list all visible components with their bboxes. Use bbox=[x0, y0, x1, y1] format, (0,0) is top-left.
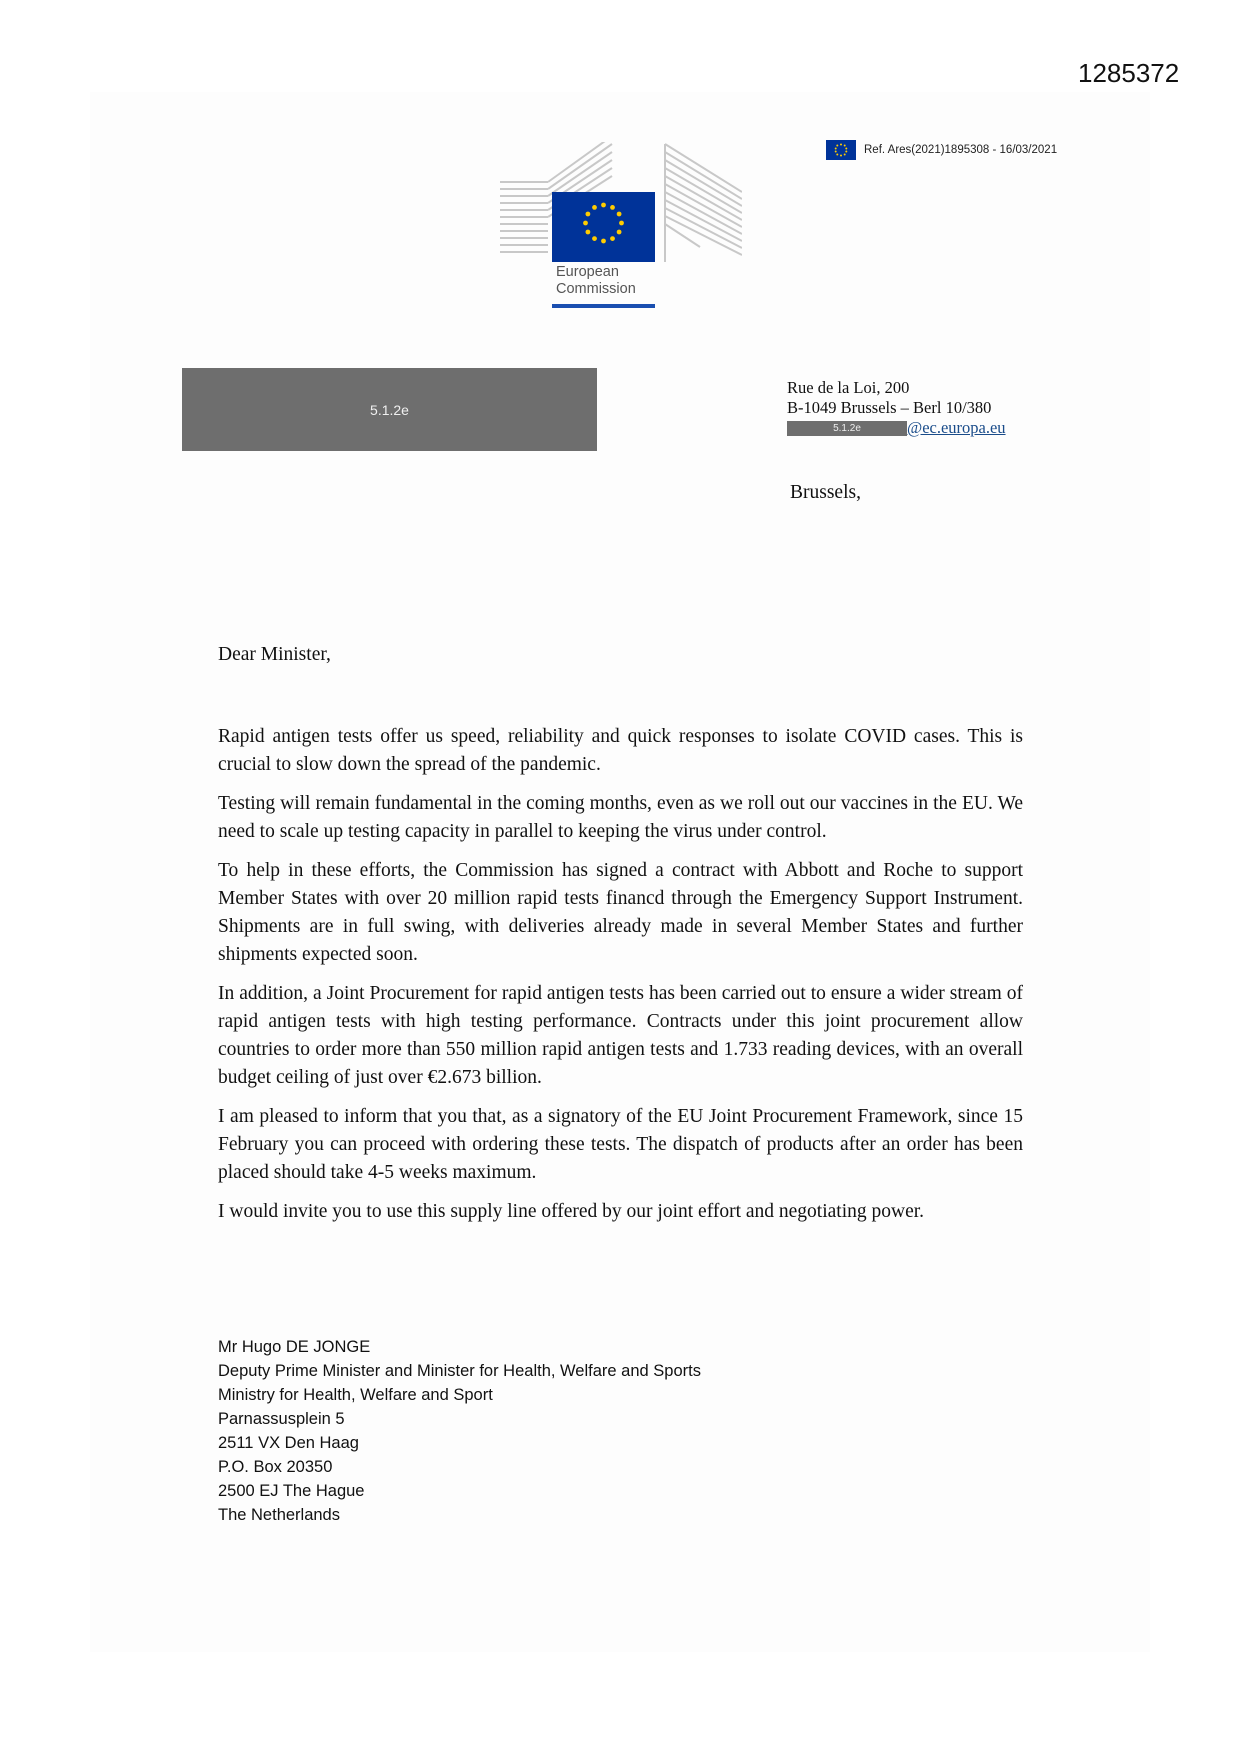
recipient-postcode-city: 2511 VX Den Haag bbox=[218, 1434, 359, 1452]
recipient-title: Deputy Prime Minister and Minister for Health, Welfare and Sports bbox=[218, 1362, 701, 1380]
recipient-street: Parnassusplein 5 bbox=[218, 1410, 345, 1428]
paragraph: I am pleased to inform that you that, as a signatory of the EU Joint Procurement Framework, since 15 February you can proceed with ordering these tests. The dispatch of products after an order has been placed should take 4-5 weeks maximum. bbox=[218, 1106, 1023, 1183]
logo-line-commission: Commission bbox=[556, 281, 636, 297]
sender-address bbox=[787, 378, 1006, 438]
document-number: 1285372 bbox=[1078, 58, 1180, 88]
address-city: B-1049 Brussels – Berl 10/380 bbox=[787, 398, 992, 417]
paragraph: In addition, a Joint Procurement for rapid antigen tests has been carried out to ensure a wider stream of rapid antigen tests with high testing performance. Contracts under this joint procurement allow countries to order more than 550 million rapid antigen tests and 1.733 reading devices, with an overall budget ceiling of just over €2.673 billion. bbox=[218, 983, 1023, 1088]
ares-reference bbox=[826, 140, 1057, 160]
redacted-sender-block bbox=[182, 368, 597, 451]
letter-body bbox=[218, 723, 1023, 1237]
recipient-ministry: Ministry for Health, Welfare and Sport bbox=[218, 1386, 493, 1404]
recipient-po-box: P.O. Box 20350 bbox=[218, 1458, 333, 1476]
logo-line-european: European bbox=[556, 264, 619, 280]
eu-flag-icon bbox=[826, 140, 856, 160]
recipient-name: Mr Hugo DE JONGE bbox=[218, 1338, 371, 1356]
email-redaction: 5.1.2e bbox=[787, 421, 907, 436]
recipient-po-city: 2500 EJ The Hague bbox=[218, 1482, 365, 1500]
ares-reference-text: Ref. Ares(2021)1895308 - 16/03/2021 bbox=[864, 144, 1058, 156]
logo-wordmark bbox=[556, 264, 636, 298]
european-commission-logo bbox=[500, 142, 742, 312]
paragraph: To help in these efforts, the Commission has signed a contract with Abbott and Roche to support Member States with over 20 million rapid tests financd through the Emergency Support Instrument. Shipments are in full swing, with deliveries already made in several Member States and further shipments expected soon. bbox=[218, 860, 1023, 965]
logo-underline bbox=[552, 304, 655, 308]
place-date: Brussels, bbox=[790, 482, 861, 503]
berlaymont-building-icon bbox=[500, 142, 742, 262]
recipient-country: The Netherlands bbox=[218, 1506, 340, 1524]
salutation: Dear Minister, bbox=[218, 644, 331, 665]
email-domain-link[interactable]: @ec.europa.eu bbox=[907, 418, 1006, 437]
paragraph: Testing will remain fundamental in the coming months, even as we roll out our vaccines in the EU. We need to scale up testing capacity in parallel to keeping the virus under control. bbox=[218, 793, 1023, 842]
recipient-address bbox=[218, 1335, 701, 1527]
address-street: Rue de la Loi, 200 bbox=[787, 378, 910, 397]
paragraph: Rapid antigen tests offer us speed, reliability and quick responses to isolate COVID cases. This is crucial to slow down the spread of the pandemic. bbox=[218, 726, 1023, 775]
paragraph: I would invite you to use this supply line offered by our joint effort and negotiating power. bbox=[218, 1201, 925, 1222]
redaction-label: 5.1.2e bbox=[370, 401, 409, 418]
sender-email[interactable] bbox=[787, 418, 1006, 438]
